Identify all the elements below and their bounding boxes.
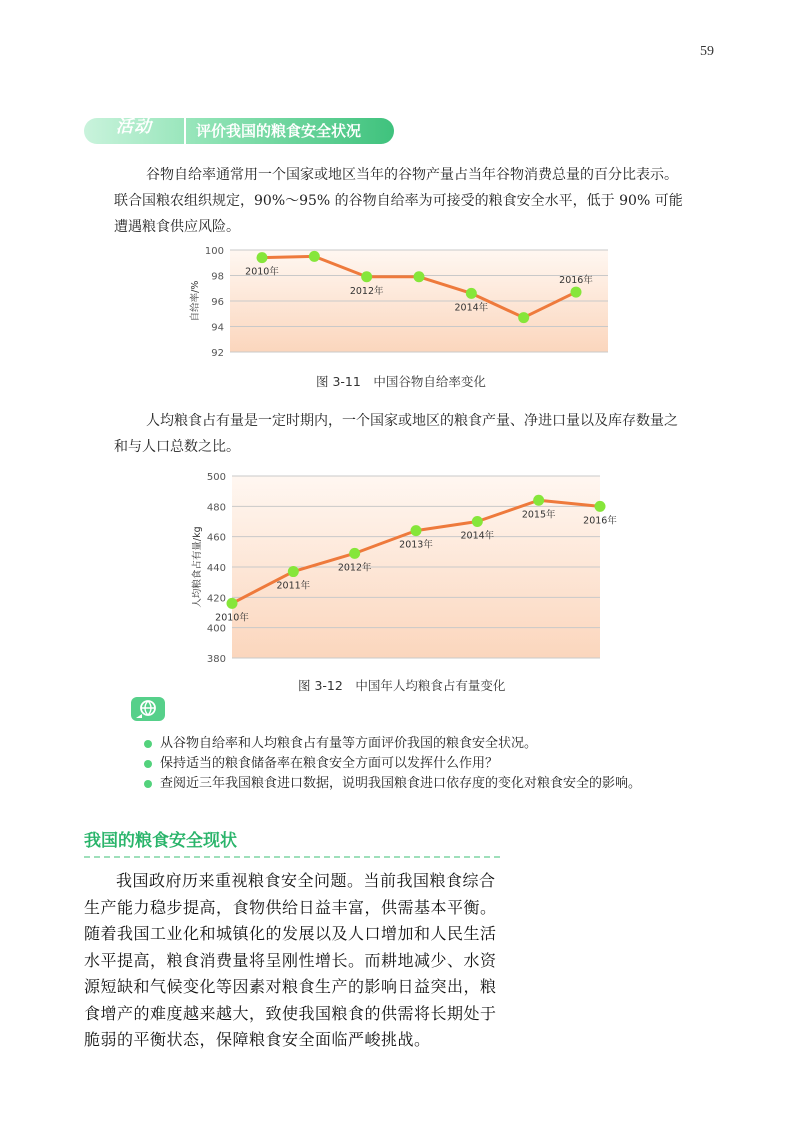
- y-tick-label: 480: [206, 502, 226, 514]
- figure-caption-3-12: 图 3-12 中国年人均粮食占有量变化: [298, 678, 506, 693]
- data-point: [411, 525, 422, 536]
- list-item: 从谷物自给率和人均粮食占有量等方面评价我国的粮食安全状况。: [142, 734, 702, 754]
- section-body: 我国政府历来重视粮食安全问题。当前我国粮食综合生产能力稳步提高，食物供给日益丰富，供需基本平衡。随着我国工业化和城镇化的发展以及人口增加和人民生活水平提高，粮食消费量将呈刚性增长。而耕地减少、水资源短缺和气候变化等因素对粮食生产的影响日益突出，粮食增产的难度越来越大，致使我国粮食的供需将长期处于脆弱的平衡状态，保障粮食安全面临严峻挑战。: [84, 871, 497, 1049]
- activity-label: 活动: [116, 117, 152, 137]
- point-label: 2013年: [399, 539, 433, 551]
- y-axis-label: 自给率/%: [190, 280, 201, 322]
- activity-questions: [142, 734, 702, 794]
- data-point: [472, 516, 483, 527]
- data-point: [571, 287, 582, 298]
- per-capita-grain-chart: [180, 466, 620, 668]
- data-point: [257, 252, 268, 263]
- y-tick-label: 380: [206, 654, 226, 665]
- point-label: 2012年: [337, 562, 372, 574]
- data-point: [349, 548, 360, 559]
- y-tick-label: 92: [211, 348, 224, 359]
- activity-header: [84, 112, 394, 146]
- section-title: 我国的粮食安全现状: [84, 831, 237, 851]
- point-label: 2010年: [215, 612, 249, 624]
- data-point: [414, 271, 425, 282]
- y-tick-label: 420: [206, 593, 226, 605]
- point-label: 2011年: [276, 580, 311, 592]
- section-divider: [84, 856, 500, 858]
- y-tick-label: 94: [211, 322, 224, 334]
- list-item: 保持适当的粮食储备率在粮食安全方面可以发挥什么作用？: [142, 754, 702, 774]
- data-point: [466, 288, 477, 299]
- point-label: 2010年: [245, 266, 279, 278]
- y-tick-label: 98: [211, 271, 224, 283]
- discussion-globe-icon: [130, 696, 166, 722]
- y-tick-label: 400: [206, 623, 226, 635]
- point-label: 2014年: [460, 530, 495, 542]
- y-tick-label: 100: [204, 246, 224, 257]
- data-point: [309, 251, 320, 262]
- paragraph-self-sufficiency: 谷物自给率通常用一个国家或地区当年的谷物产量占当年谷物消费总量的百分比表示。联合国粮农组织规定，90%～95% 的谷物自给率为可接受的粮食安全水平，低于 90% 可能遭遇粮食供应风险。: [114, 167, 683, 235]
- self-sufficiency-chart: [180, 240, 620, 364]
- y-tick-label: 460: [206, 532, 226, 544]
- point-label: 2014年: [454, 302, 489, 314]
- data-point: [288, 566, 299, 577]
- activity-title: 评价我国的粮食安全状况: [184, 118, 371, 144]
- y-tick-label: 500: [206, 472, 226, 483]
- point-label: 2016年: [583, 515, 617, 527]
- y-tick-label: 96: [211, 297, 224, 308]
- list-item: 查阅近三年我国粮食进口数据，说明我国粮食进口依存度的变化对粮食安全的影响。: [142, 774, 702, 794]
- y-tick-label: 440: [206, 563, 226, 574]
- data-point: [595, 501, 606, 512]
- point-label: 2016年: [559, 275, 593, 287]
- paragraph-per-capita: 人均粮食占有量是一定时期内，一个国家或地区的粮食产量、净进口量以及库存数量之和与人口总数之比。: [114, 413, 678, 455]
- point-label: 2012年: [349, 285, 384, 297]
- data-point: [518, 312, 529, 323]
- figure-caption-3-11: 图 3-11 中国谷物自给率变化: [316, 374, 486, 389]
- data-point: [227, 598, 238, 609]
- page-number: 59: [700, 44, 714, 59]
- data-point: [361, 271, 372, 282]
- data-point: [533, 495, 544, 506]
- point-label: 2015年: [521, 509, 556, 521]
- y-axis-label: 人均粮食占有量/kg: [192, 526, 203, 608]
